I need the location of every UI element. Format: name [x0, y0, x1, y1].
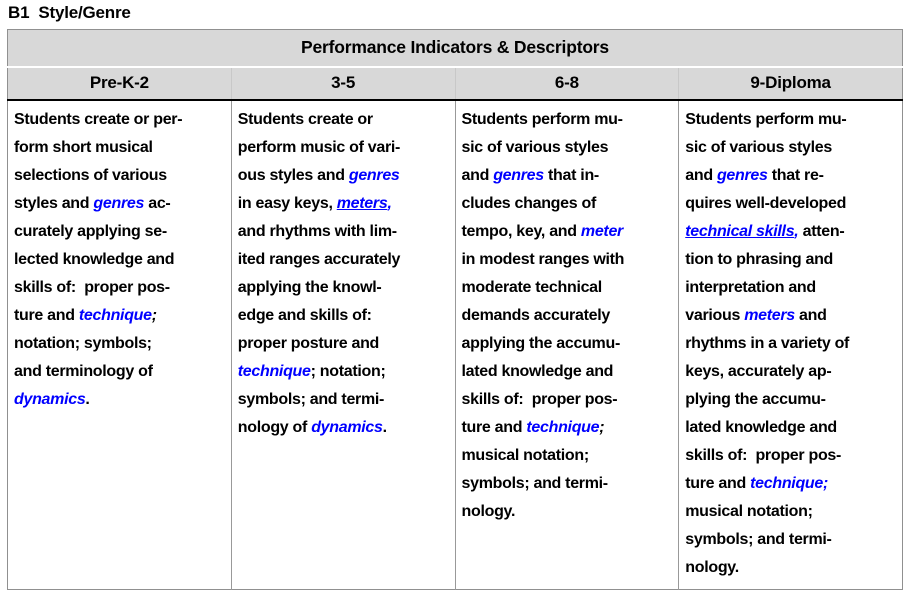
descriptor-text: notation; symbols; and terminology of	[14, 334, 153, 380]
descriptor-cell-9-diploma	[679, 100, 903, 590]
highlighted-term: dynamics	[311, 418, 383, 436]
descriptor-text: Students create or per- form short musical selections of various styles and	[14, 110, 183, 212]
highlighted-term: genres	[716, 166, 768, 184]
column-header-9-diploma: 9-Diploma	[679, 67, 903, 100]
descriptor-text: ; notation; symbols; and termi- nology of	[237, 362, 386, 436]
descriptor-row	[8, 100, 903, 590]
performance-indicators-table	[7, 29, 903, 590]
descriptor-cell-3-5	[231, 100, 455, 590]
descriptor-text: and rhythms with lim- ited ranges accurately applying the knowl- edge and skills of: proper posture and	[237, 222, 401, 352]
descriptor-text: that in- cludes changes of tempo, key, and	[461, 166, 599, 240]
descriptor-cell-6-8	[455, 100, 679, 590]
highlighted-term: genres	[493, 166, 544, 184]
descriptor-text: Students create or perform music of vari- ous styles and	[237, 110, 401, 184]
descriptor-text: that re- quires well-developed	[685, 166, 847, 212]
highlighted-term: technique	[526, 418, 600, 436]
highlighted-term: ,	[794, 222, 799, 240]
highlighted-term: genres	[348, 166, 400, 184]
column-header-3-5: 3-5	[231, 67, 455, 100]
descriptor-text: musical notation; symbols; and termi- nology.	[685, 502, 832, 576]
highlighted-term: meter	[580, 222, 623, 240]
descriptor-text: in easy keys,	[237, 194, 337, 212]
descriptor-text: Students perform mu- sic of various styles and	[685, 110, 847, 184]
descriptor-cell-pre-k-2	[8, 100, 232, 590]
highlighted-term: technique	[78, 306, 152, 324]
descriptor-text: ac- curately applying se- lected knowledge and skills of: proper pos- ture and	[14, 194, 175, 324]
descriptor-text: and rhythms in a variety of keys, accurately ap- plying the accumu- lated knowledge and skills of: proper pos- ture and	[685, 306, 850, 492]
highlighted-term: ;	[599, 418, 605, 436]
highlighted-term: ,	[387, 194, 392, 212]
highlighted-term: technique	[237, 362, 311, 380]
descriptor-text: .	[85, 390, 90, 408]
descriptor-text: .	[382, 418, 387, 436]
grade-band-header-row	[8, 67, 903, 100]
section-title: B1 Style/Genre	[8, 3, 131, 22]
highlighted-term: meters	[336, 194, 388, 212]
table-title: Performance Indicators & Descriptors	[8, 30, 903, 67]
descriptor-text: Students perform mu- sic of various styles and	[461, 110, 623, 184]
descriptor-text: musical notation; symbols; and termi- nology.	[461, 446, 608, 520]
column-header-pre-k-2: Pre-K-2	[8, 67, 232, 100]
highlighted-term: genres	[93, 194, 145, 212]
table-header-row	[8, 30, 903, 67]
highlighted-term: dynamics	[14, 390, 86, 408]
highlighted-term: ;	[151, 306, 157, 324]
column-header-6-8: 6-8	[455, 67, 679, 100]
highlighted-term: meters	[744, 306, 795, 324]
highlighted-term: technique;	[750, 474, 829, 492]
descriptor-text: in modest ranges with moderate technical demands accurately applying the accumu- lated knowledge and skills of: proper pos- ture and	[461, 250, 625, 436]
highlighted-term: technical skills	[685, 222, 795, 240]
descriptor-text: atten- tion to phrasing and interpretation and various	[685, 222, 845, 324]
